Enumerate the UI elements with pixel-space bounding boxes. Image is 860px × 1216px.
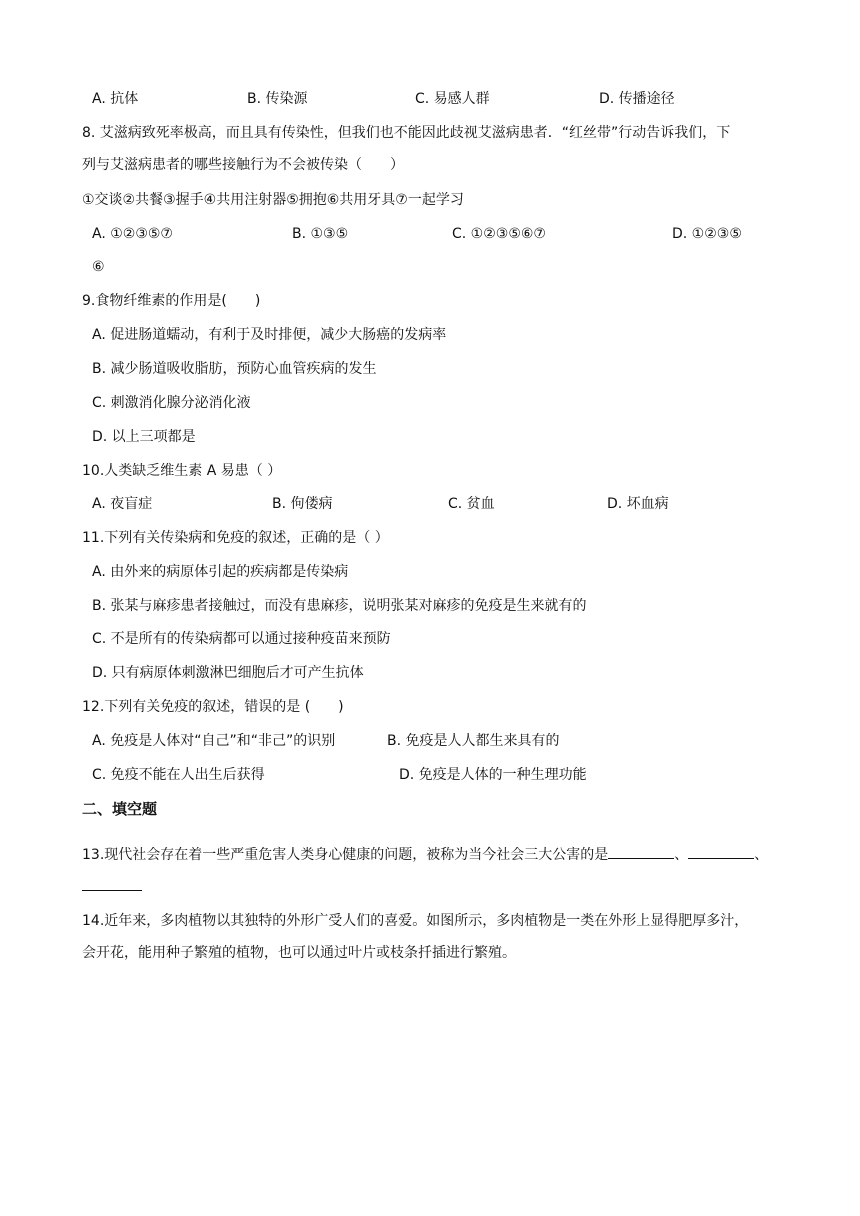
q8-option-a: A. ①②③⑤⑦: [92, 226, 173, 242]
q8-option-d: D. ①②③⑤: [672, 226, 742, 242]
q10-option-a: A. 夜盲症: [92, 496, 153, 512]
q14-line2: 会开花，能用种子繁殖的植物，也可以通过叶片或枝条扦插进行繁殖。: [82, 945, 516, 961]
q8-option-c: C. ①②③⑤⑥⑦: [452, 226, 546, 242]
q13-stem: [82, 844, 768, 865]
q10-option-d: D. 坏血病: [607, 496, 669, 512]
q11-option-a: A. 由外来的病原体引起的疾病都是传染病: [92, 564, 349, 580]
q9-stem: 9.食物纤维素的作用是( ): [82, 293, 261, 309]
q8-stem-line2: 列与艾滋病患者的哪些接触行为不会被传染（ ）: [82, 157, 404, 173]
q13-separator-1: 、: [674, 847, 689, 863]
q10-option-c: C. 贫血: [448, 496, 495, 512]
q10-stem: 10.人类缺乏维生素 A 易患（ ）: [82, 463, 282, 479]
q12-option-d: D. 免疫是人体的一种生理功能: [399, 767, 587, 783]
q7-option-a: A. 抗体: [92, 91, 139, 107]
q8-option-b: B. ①③⑤: [292, 226, 349, 242]
q7-option-d: D. 传播途径: [599, 91, 675, 107]
q9-option-b: B. 减少肠道吸收脂肪，预防心血管疾病的发生: [92, 361, 377, 377]
q9-option-c: C. 刺激消化腺分泌消化液: [92, 395, 251, 411]
q12-option-b: B. 免疫是人人都生来具有的: [387, 733, 560, 749]
q11-option-b: B. 张某与麻疹患者接触过，而没有患麻疹，说明张某对麻疹的免疫是生来就有的: [92, 598, 587, 614]
q9-option-d: D. 以上三项都是: [92, 429, 196, 445]
q12-stem: 12.下列有关免疫的叙述，错误的是 ( ): [82, 699, 344, 715]
q8-option-d-continued: ⑥: [92, 259, 105, 275]
q8-behavior-list: ①交谈②共餐③握手④共用注射器⑤拥抱⑥共用牙具⑦一起学习: [82, 192, 464, 208]
q13-stem-text: 13.现代社会存在着一些严重危害人类身心健康的问题，被称为当今社会三大公害的是: [82, 847, 609, 863]
q11-option-d: D. 只有病原体刺激淋巴细胞后才可产生抗体: [92, 665, 364, 681]
q11-stem: 11.下列有关传染病和免疫的叙述，正确的是（ ）: [82, 530, 389, 546]
q13-separator-2: 、: [754, 847, 769, 863]
q7-option-c: C. 易感人群: [415, 91, 490, 107]
q12-option-a: A. 免疫是人体对“自己”和“非己”的识别: [92, 733, 336, 749]
q8-stem-line1: 8. 艾滋病致死率极高，而且具有传染性，但我们也不能因此歧视艾滋病患者．“红丝带”行动告诉我们，下: [82, 125, 731, 141]
section-heading-fill-in: 二、填空题: [82, 800, 158, 818]
answer-blank-1[interactable]: [608, 844, 674, 859]
q7-option-b: B. 传染源: [247, 91, 308, 107]
q11-option-c: C. 不是所有的传染病都可以通过接种疫苗来预防: [92, 631, 391, 647]
answer-blank-2[interactable]: [688, 844, 754, 859]
q9-option-a: A. 促进肠道蠕动，有利于及时排便，减少大肠癌的发病率: [92, 327, 447, 343]
q12-option-c: C. 免疫不能在人出生后获得: [92, 767, 265, 783]
q10-option-b: B. 佝偻病: [272, 496, 333, 512]
q14-line1: 14.近年来，多肉植物以其独特的外形广受人们的喜爱。如图所示，多肉植物是一类在外形上显得肥厚多汁，: [82, 913, 749, 929]
answer-blank-3[interactable]: [82, 876, 142, 891]
q13-blank-line-2: [82, 876, 142, 897]
